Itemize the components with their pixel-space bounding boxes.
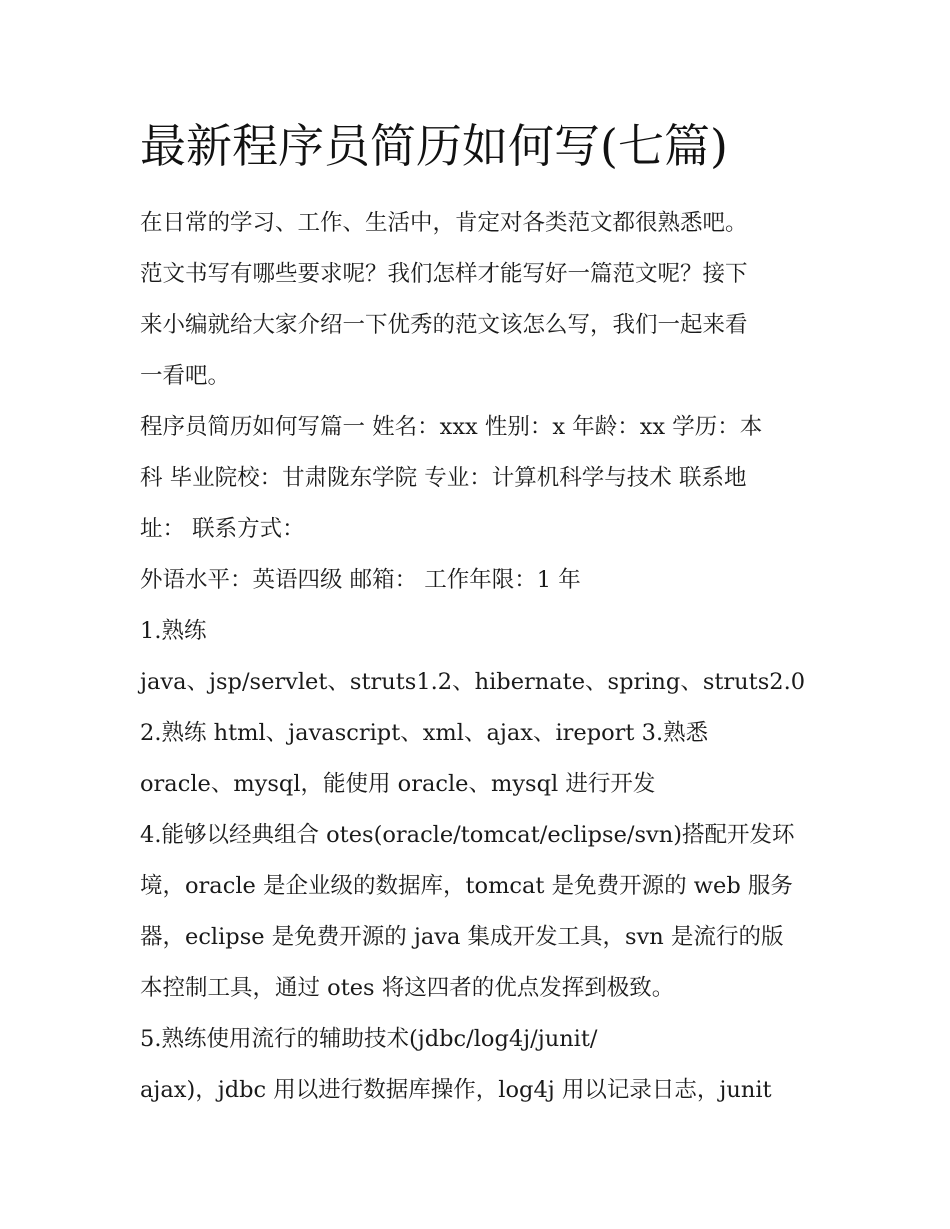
body-line: 范文书写有哪些要求呢？我们怎样才能写好一篇范文呢？接下 <box>140 261 748 287</box>
body-line: 址： 联系方式： <box>140 516 305 542</box>
body-line: 来小编就给大家介绍一下优秀的范文该怎么写，我们一起来看 <box>140 312 748 338</box>
body-line: 器，eclipse 是免费开源的 java 集成开发工具，svn 是流行的版 <box>140 924 784 950</box>
body-line: java、jsp/servlet、struts1.2、hibernate、spring、struts2.0 <box>140 669 806 695</box>
document-title: 最新程序员简历如何写(七篇) <box>140 119 728 173</box>
body-line: oracle、mysql，能使用 oracle、mysql 进行开发 <box>140 771 656 797</box>
body-line: 外语水平：英语四级 邮箱： 工作年限：1 年 <box>140 567 581 593</box>
body-line: 2.熟练 html、javascript、xml、ajax、ireport 3.熟悉 <box>140 720 709 746</box>
body-line: 在日常的学习、工作、生活中，肯定对各类范文都很熟悉吧。 <box>140 210 748 236</box>
body-line: 程序员简历如何写篇一 姓名：xxx 性别：x 年龄：xx 学历：本 <box>140 414 763 440</box>
body-line: 境，oracle 是企业级的数据库，tomcat 是免费开源的 web 服务 <box>140 873 793 899</box>
body-line: 5.熟练使用流行的辅助技术(jdbc/log4j/junit/ <box>140 1026 598 1052</box>
body-line: ajax)，jdbc 用以进行数据库操作，log4j 用以记录日志，junit <box>140 1077 772 1103</box>
document-body <box>140 198 820 1116</box>
body-line: 本控制工具，通过 otes 将这四者的优点发挥到极致。 <box>140 975 675 1001</box>
body-line: 1.熟练 <box>140 618 207 644</box>
body-line: 一看吧。 <box>140 363 231 389</box>
body-line: 4.能够以经典组合 otes(oracle/tomcat/eclipse/svn)搭配开发环 <box>140 822 795 848</box>
body-line: 科 毕业院校：甘肃陇东学院 专业：计算机科学与技术 联系地 <box>140 465 747 491</box>
